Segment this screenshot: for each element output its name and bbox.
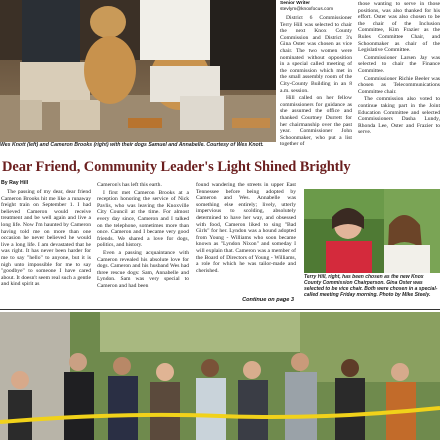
article-paragraph: Cameron's has left this earth.	[97, 182, 162, 188]
continue-on-page-link[interactable]: Continue on page 3	[242, 297, 294, 303]
byline-role: Senior Writer	[280, 1, 311, 6]
sidebar-paragraph: Commissioner Richie Beeler was chosen as Telecommunications Committee chair.	[358, 75, 440, 95]
sidebar-paragraph: those wanting to serve in those positions, was also thanked for his effort. Oster was also chosen to be the chair of the Inclusion Committee, Kim Frazier as the Rules Committee Chair, and Schoonmaker as chair of the Legislative Committee.	[358, 1, 440, 54]
sidebar-paragraph: Hill called on her fellow commissioners for guidance as she assumed the office and thanked Courtney Durrett for her chairmanship over the past year. Commissioner John Schoonmaker, who put a list together of	[280, 95, 352, 148]
article-byline: By Ray Hill	[1, 180, 29, 186]
article-paragraph: Even a passing acquaintance with Cameron revealed his absolute love for dogs. Cameron and his husband Wes had three rescue dogs: Sam, Annabelle and Lyndon. Sam was very special to Cameron and had been	[97, 249, 189, 289]
bottom-photo	[0, 312, 440, 440]
sidebar-paragraph: Commissioner Larsen Jay was selected to chair the Finance Committee.	[358, 54, 440, 74]
sidebar-paragraph: The commission also voted to continue taking part in the Joint Education Committee and selected Commissioners Dasha Lundy, Rhonda Lee, Oster and Frazier to serve.	[358, 96, 440, 136]
sidebar-byline	[280, 1, 344, 12]
section-divider	[0, 309, 440, 310]
bottom-photo-image	[0, 312, 440, 440]
article-paragraph: I first met Cameron Brooks at a reception honoring the service of Nick Pavlis, who was leaving the Knoxville City Council at the time. For almost every day since, Cameron and I talked on the telephone, sometimes more than once. Cameron and I became very good friends. We shared a love for dogs, politics, and history.	[97, 189, 189, 249]
sidebar-photo-caption: Terry Hill, right, has been chosen as the new Knox County Commission Chairperson. Gina Oster was selected to be vice chair. Both were chosen in a special-called meeting Friday morning. Photo by Mike Steely.	[304, 274, 438, 298]
article-headline: Dear Friend, Community Leader's Light Shined Brightly	[2, 159, 351, 175]
article-column-2	[97, 182, 189, 307]
article-column-3	[196, 182, 296, 296]
article-column-1	[1, 189, 91, 307]
article-paragraph: The passing of my dear, dear friend Cameron Brooks hit me like a runaway freight train on September 1. I had believed Cameron would receive treatment and be well again and live a long life. Now I'm haunted by Cameron having told me on more than one occasion he never believed he would live a long life. I am devastated that he was right. It has never been harder for me to say "hello" to anyone, but it is nigh unto impossible for me to say "goodbye" to someone I have cared about. It doesn't seem real such a gentle and kind spirit as	[1, 189, 91, 288]
top-photo	[0, 0, 276, 142]
top-photo-caption: Wes Knott (left) and Cameron Brooks (right) with their dogs Samuel and Annabelle. Courtesy of Wes Knott.	[0, 142, 264, 148]
sidebar-photo-image	[304, 189, 440, 273]
top-photo-image	[0, 0, 276, 142]
sidebar-photo	[304, 189, 440, 273]
byline-email[interactable]: stevlym@knoxfocus.com	[280, 6, 334, 12]
sidebar-paragraph: District 6 Commissioner Terry Hill was selected to chair the next Knox County Commission and District 3's Gina Oster was chosen as vice chair. The two women were nominated without opposition in a special called meeting of the commission which met in the small assembly room of the City-County Building in an 8 a.m. session.	[280, 15, 352, 94]
sidebar-column-right	[358, 1, 440, 187]
article-paragraph: found wandering the streets in upper East Tennessee before being adopted by Cameron and Wes. Annabelle was something else entirely; lively, utterly impervious to scolding, absolutely determined to have her way, and obsessed with food, Cameron liked to sing "Bad Girls" for her. Lyndon was a hound adopted from Young - Williams who soon became known as "Lyndon Nixon" and someday I will explain that. Cameron was a member of the Board of Directors of Young - Williams, a role for which he was tailor-made and cherished.	[196, 182, 296, 274]
